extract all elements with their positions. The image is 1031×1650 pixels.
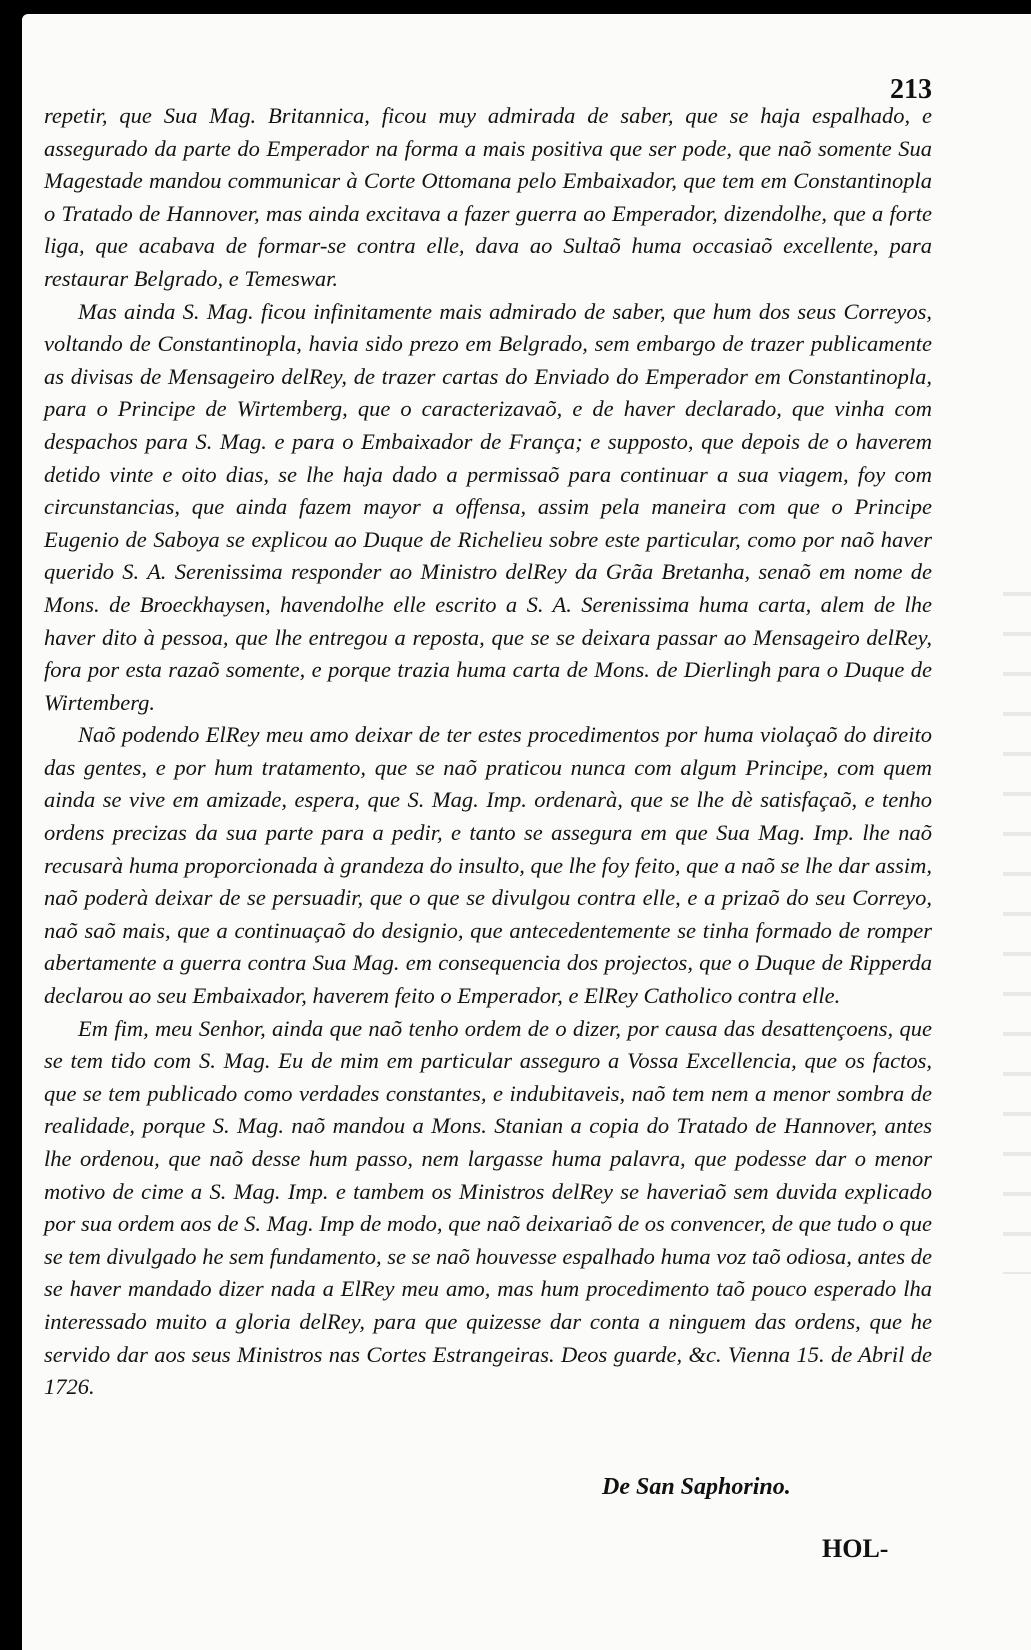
paragraph: Naõ podendo ElRey meu amo deixar de ter estes procedimentos por huma violaçaõ do direito das gentes, e por hum tratamento, que se naõ praticou nunca com algum Principe, com quem ainda se vive em amizade, espera, que S. Mag. Imp. ordenarà, que se lhe dè satisfaçaõ, e tenho ordens precizas da sua parte para a pedir, e tanto se assegura em que Sua Mag. Imp. lhe naõ recusarà huma proporcionada à grandeza do insulto, que lhe foy feito, que a naõ se lhe dar assim, naõ poderà deixar de se persuadir, que o que se divulgou contra elle, e a prizaõ do seu Correyo, naõ saõ mais, que a continuaçaõ do designio, que antecedentemente se tinha formado de romper abertamente a guerra contra Sua Mag. em consequencia dos projectos, que o Duque de Ripperda declarou ao seu Embaixador, haverem feito o Emperador, e ElRey Catholico contra elle. [44,722,932,1009]
page-number: 213 [890,74,932,105]
document-page [22,14,1031,1650]
body-text [44,100,932,1404]
paragraph: Em fim, meu Senhor, ainda que naõ tenho ordem de o dizer, por causa das desattençoens, que se tem tido com S. Mag. Eu de mim em particular asseguro a Vossa Excellencia, que os factos, que se tem publicado como verdades constantes, e indubitaveis, naõ tem nem a menor sombra de realidade, porque S. Mag. naõ mandou a Mons. Stanian a copia do Tratado de Hannover, antes lhe ordenou, que naõ desse hum passo, nem largasse huma palavra, que podesse dar o menor motivo de cime a S. Mag. Imp. e tambem os Ministros delRey se haveriaõ sem duvida explicado por sua ordem aos de S. Mag. Imp de modo, que naõ deixariaõ de os convencer, de que tudo o que se tem divulgado he sem fundamento, se se naõ houvesse espalhado huma voz taõ odiosa, antes de se haver mandado dizer nada a ElRey meu amo, mas hum procedimento taõ pouco esperado lha interessado muito a gloria delRey, para que quizesse dar conta a ninguem das ordens, que he servido dar aos seus Ministros nas Cortes Estrangeiras. Deos guarde, &c. Vienna 15. de Abril de 1726. [44,1015,932,1400]
signature: De San Saphorino. [602,1474,791,1500]
scan-edge-artifact [1003,574,1031,1274]
paragraph: repetir, que Sua Mag. Britannica, ficou muy admirada de saber, que se haja espalhado, e assegurado da parte do Emperador na forma a mais positiva que ser pode, que naõ somente Sua Magestade mandou communicar à Corte Ottomana pelo Embaixador, que tem em Constantinopla o Tratado de Hannover, mas ainda excitava a fazer guerra ao Emperador, dizendolhe, que a forte liga, que acabava de formar-se contra elle, dava ao Sultaõ huma occasiaõ excellente, para restaurar Belgrado, e Temeswar. [44,103,932,291]
paragraph: Mas ainda S. Mag. ficou infinitamente mais admirado de saber, que hum dos seus Correyos, voltando de Constantinopla, havia sido prezo em Belgrado, sem embargo de trazer publicamente as divisas de Mensageiro delRey, de trazer cartas do Enviado do Emperador em Constantinopla, para o Principe de Wirtemberg, que o caracterizavaõ, e de haver declarado, que vinha com despachos para S. Mag. e para o Embaixador de França; e supposto, que depois de o haverem detido vinte e oito dias, se lhe haja dado a permissaõ para continuar a sua viagem, foy com circunstancias, que ainda fazem mayor a offensa, assim pela maneira com que o Principe Eugenio de Saboya se explicou ao Duque de Richelieu sobre este particular, como por naõ haver querido S. A. Serenissima responder ao Ministro delRey da Grãa Bretanha, senaõ em nome de Mons. de Broeckhaysen, havendolhe elle escrito a S. A. Serenissima huma carta, alem de lhe haver dito à pessoa, que lhe entregou a reposta, que se se deixara passar ao Mensageiro delRey, fora por esta razaõ somente, e porque trazia huma carta de Mons. de Dierlingh para o Duque de Wirtemberg. [44,298,932,715]
catchword: HOL- [822,1534,889,1563]
